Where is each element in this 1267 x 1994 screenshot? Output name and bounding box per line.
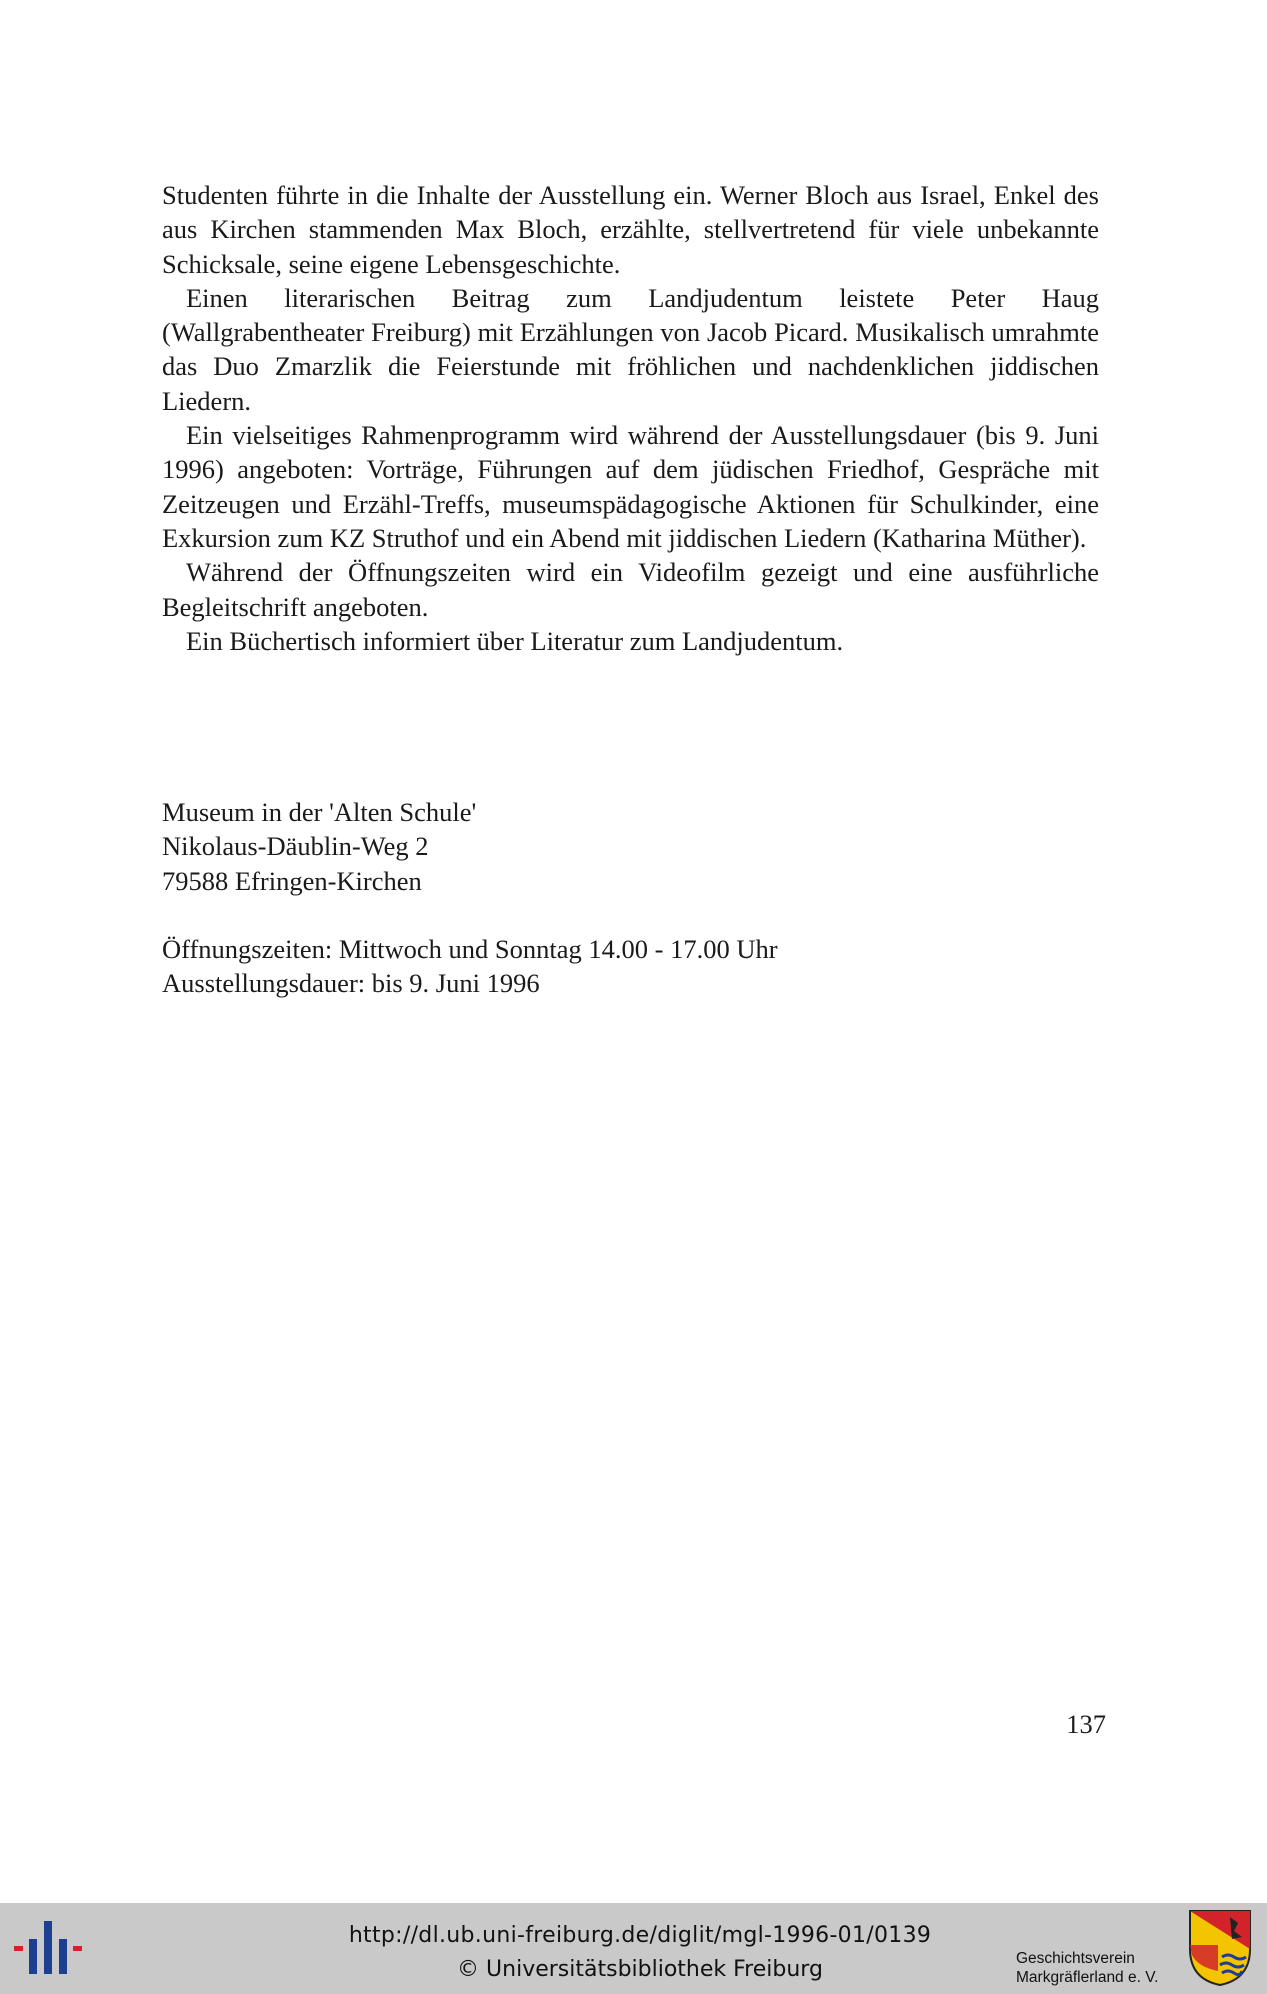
address-city: 79588 Efringen-Kirchen <box>162 865 422 896</box>
society-name-line1: Geschichtsverein <box>1016 1950 1135 1967</box>
address-street: Nikolaus-Däublin-Weg 2 <box>162 831 429 862</box>
exhibition-duration: Ausstellungsdauer: bis 9. Juni 1996 <box>162 968 540 999</box>
society-name-line2: Markgräflerland e. V. <box>1016 1969 1159 1986</box>
permalink-url[interactable]: http://dl.ub.uni-freiburg.de/diglit/mgl-1996-01/0139 <box>348 1923 932 1948</box>
paragraph-literary-contribution: Einen literarischen Beitrag zum Landjudentum leistete Peter Haug (Wallgrabentheater Freiburg) mit Erzählungen von Jacob Picard. Musikalisch umrahmte das Duo Zmarzlik die Feierstunde mit fröhlichen und nachdenklichen jiddischen Liedern. <box>162 282 1099 416</box>
museum-address <box>162 795 1062 1000</box>
paragraph-program: Ein vielseitiges Rahmenprogramm wird während der Ausstellungsdauer (bis 9. Juni 1996) angeboten: Vorträge, Führungen auf dem jüdischen Friedhof, Gespräche mit Zeitzeugen und Erzähl-Treffs, museumspädagogische Aktionen für Schulkinder, eine Exkursion zum KZ Struthof und ein Abend mit jiddischen Liedern (Katharina Müther). <box>162 420 1099 553</box>
paragraph-continuation: Studenten führte in die Inhalte der Ausstellung ein. Werner Bloch aus Israel, Enkel des aus Kirchen stammenden Max Bloch, erzählte, stellvertretend für viele unbekannte Schicksale, seine eigene Lebensgeschichte. <box>162 180 1099 279</box>
copyright-notice: © Universitätsbibliothek Freiburg <box>457 1957 823 1982</box>
footer-bar <box>0 1903 1267 1994</box>
address-museum: Museum in der 'Alten Schule' <box>162 797 477 827</box>
society-name <box>1016 1949 1186 1987</box>
paragraph-videofilm: Während der Öffnungszeiten wird ein Videofilm gezeigt und eine ausführliche Begleitschrift angeboten. <box>162 557 1099 622</box>
opening-hours: Öffnungszeiten: Mittwoch und Sonntag 14.00 - 17.00 Uhr <box>162 933 778 964</box>
coat-of-arms-icon <box>1188 1909 1252 1987</box>
library-logo-icon <box>14 1919 82 1981</box>
page-number: 137 <box>1066 1709 1106 1739</box>
body-text <box>162 178 1099 658</box>
paragraph-book-table: Ein Büchertisch informiert über Literatur zum Landjudentum. <box>186 625 844 656</box>
